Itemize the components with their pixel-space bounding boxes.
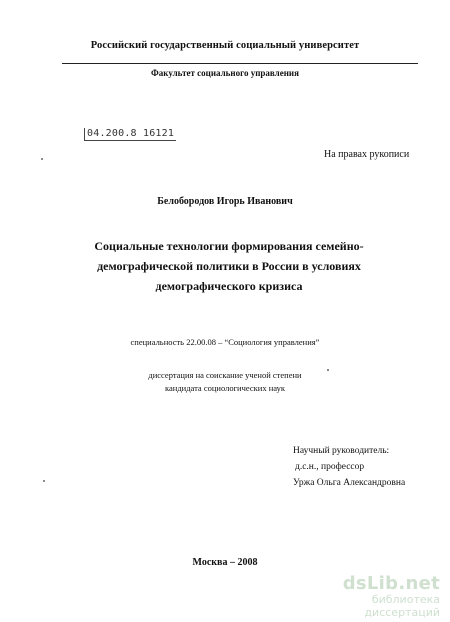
- scan-speck: [327, 369, 329, 371]
- supervisor-heading: Научный руководитель:: [293, 446, 390, 456]
- supervisor-name: Уржа Ольга Александровна: [293, 478, 406, 488]
- author-name: Белобородов Игорь Иванович: [157, 196, 293, 207]
- manuscript-note: На правах рукописи: [324, 149, 410, 160]
- university-name: Российский государственный социальный университет: [90, 40, 360, 51]
- watermark-logo: dsLib.net: [342, 573, 440, 594]
- scan-speck: [41, 158, 43, 160]
- title-line: Социальные технологии формирования семейно-: [94, 239, 364, 253]
- supervisor-block: [293, 443, 405, 491]
- dslib-watermark: [300, 573, 440, 619]
- supervisor-degree: д.с.н., профессор: [295, 462, 365, 472]
- scan-speck: [43, 480, 45, 482]
- dissertation-title: [60, 236, 398, 296]
- library-stamp: 04.200.8 16121: [84, 128, 176, 141]
- title-line: демографической политики в России в условиях: [97, 259, 361, 273]
- degree-line: диссертация на соискание ученой степени: [148, 370, 302, 380]
- faculty-name: Факультет социального управления: [151, 68, 299, 78]
- specialty-line: специальность 22.00.08 – “Социология управления”: [130, 337, 320, 347]
- degree-statement: [0, 369, 450, 395]
- city-year: Москва – 2008: [192, 557, 258, 568]
- title-line: демографического кризиса: [155, 279, 303, 293]
- header-divider: [62, 63, 418, 64]
- watermark-subtitle: библиотека диссертаций: [364, 593, 440, 619]
- degree-line: кандидата социологических наук: [165, 383, 285, 393]
